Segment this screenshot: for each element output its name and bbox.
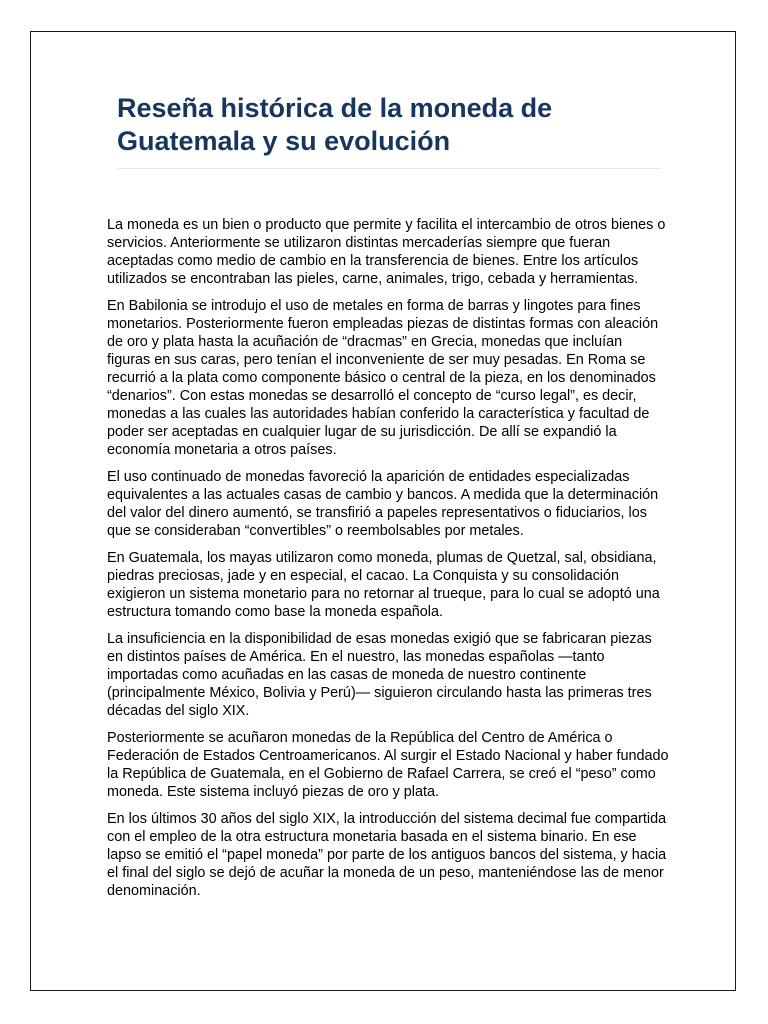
- document-body: [107, 216, 669, 909]
- title-divider: [117, 168, 661, 169]
- paragraph-1: La moneda es un bien o producto que permite y facilita el intercambio de otros bienes o servicios. Anteriormente se utilizaron distintas mercaderías siempre que fueran aceptadas como medio de cambio en la transferencia de bienes. Entre los artículos utilizados se encontraban las pieles, carne, animales, trigo, cebada y herramientas.: [107, 217, 666, 287]
- paragraph-4: En Guatemala, los mayas utilizaron como moneda, plumas de Quetzal, sal, obsidiana, piedras preciosas, jade y en especial, el cacao. La Conquista y su consolidación exigieron un sistema monetario para no retornar al trueque, para lo cual se adoptó una estructura tomando como base la moneda española.: [107, 550, 660, 620]
- paragraph-6: Posteriormente se acuñaron monedas de la República del Centro de América o Federación de Estados Centroamericanos. Al surgir el Estado Nacional y haber fundado la República de Guatemala, en el Gobierno de Rafael Carrera, se creó el “peso” como moneda. Este sistema incluyó piezas de oro y plata.: [107, 730, 669, 800]
- document-title: Reseña histórica de la moneda de Guatemala y su evolución: [117, 93, 553, 156]
- paragraph-7: En los últimos 30 años del siglo XIX, la introducción del sistema decimal fue compartida con el empleo de la otra estructura monetaria basada en el sistema binario. En ese lapso se emitió el “papel moneda” por parte de los antiguos bancos del sistema, y hacia el final del siglo se dejó de acuñar la moneda de un peso, manteniéndose las de menor denominación.: [107, 811, 667, 899]
- paragraph-2: En Babilonia se introdujo el uso de metales en forma de barras y lingotes para fines monetarios. Posteriormente fueron empleadas piezas de distintas formas con aleación de oro y plata hasta la acuñación de “dracmas” en Grecia, monedas que incluían figuras en sus caras, pero tenían el inconveniente de ser muy pesadas. En Roma se recurrió a la plata como componente básico o central de la pieza, en los denominados “denarios”. Con estas monedas se desarrolló el concepto de “curso legal”, es decir, monedas a las cuales las autoridades habían conferido la característica y facultad de poder ser aceptadas en cualquier lugar de su jurisdicción. De allí se expandió la economía monetaria a otros países.: [107, 298, 659, 458]
- paragraph-5: La insuficiencia en la disponibilidad de esas monedas exigió que se fabricaran piezas en distintos países de América. En el nuestro, las monedas españolas —tanto importadas como acuñadas en las casas de moneda de nuestro continente (principalmente México, Bolivia y Perú)— siguieron circulando hasta las primeras tres décadas del siglo XIX.: [107, 631, 652, 719]
- document-page: [30, 31, 736, 991]
- paragraph-3: El uso continuado de monedas favoreció la aparición de entidades especializadas equivalentes a las actuales casas de cambio y bancos. A medida que la determinación del valor del dinero aumentó, se transfirió a papeles representativos o fiduciarios, los que se consideraban “convertibles” o reembolsables por metales.: [107, 469, 659, 539]
